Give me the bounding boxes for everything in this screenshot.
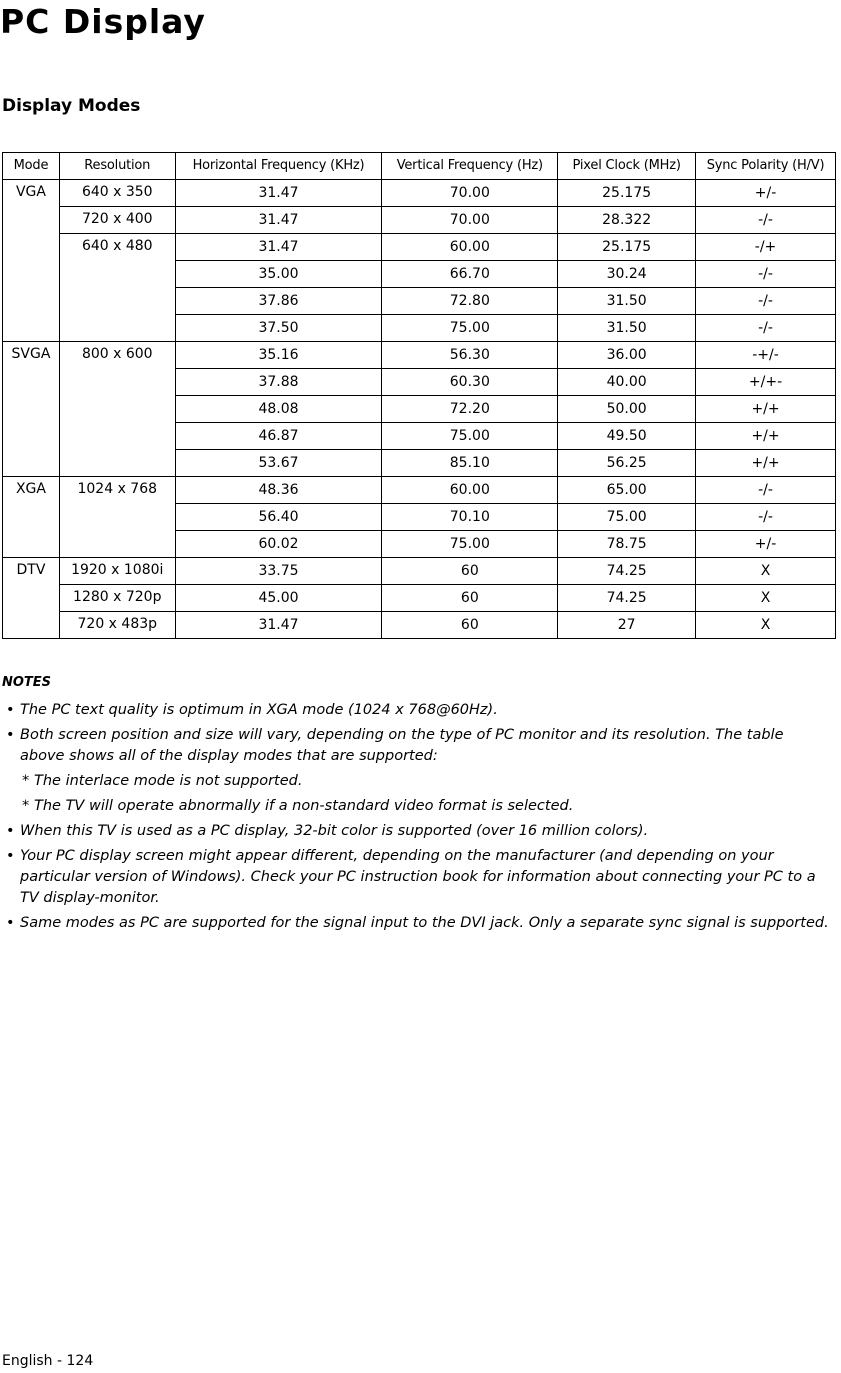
bullet-icon: •: [6, 915, 15, 931]
note-item: [0, 821, 830, 842]
note-text: When this TV is used as a PC display, 32-bit color is supported (over 16 million colors).: [20, 823, 649, 839]
page-title: PC Display: [0, 2, 206, 41]
table-row: [3, 585, 836, 612]
header-horizontal-frequency: Horizontal Frequency (KHz): [175, 153, 382, 180]
cell-sync-polarity: -/-: [696, 315, 836, 342]
cell-vertical-frequency: 75.00: [382, 315, 558, 342]
cell-horizontal-frequency: 45.00: [175, 585, 382, 612]
cell-sync-polarity: +/+: [696, 423, 836, 450]
bullet-icon: •: [6, 848, 15, 864]
cell-vertical-frequency: 60.00: [382, 234, 558, 261]
note-text: The PC text quality is optimum in XGA mode (1024 x 768@60Hz).: [20, 702, 498, 718]
cell-vertical-frequency: 72.80: [382, 288, 558, 315]
cell-mode: VGA: [3, 180, 60, 342]
cell-sync-polarity: -/-: [696, 504, 836, 531]
cell-sync-polarity: -/-: [696, 288, 836, 315]
cell-mode: XGA: [3, 477, 60, 558]
display-modes-table: [2, 152, 836, 639]
note-item: [0, 796, 830, 817]
note-text: Your PC display screen might appear different, depending on the manufacturer (and depending on your particular version of Windows). Check your PC instruction book for information about connecting your PC to a TV display-monitor.: [20, 848, 816, 906]
cell-sync-polarity: +/+: [696, 450, 836, 477]
note-item: [0, 846, 830, 909]
cell-vertical-frequency: 85.10: [382, 450, 558, 477]
header-mode: Mode: [3, 153, 60, 180]
cell-horizontal-frequency: 31.47: [175, 234, 382, 261]
cell-sync-polarity: -/-: [696, 261, 836, 288]
cell-horizontal-frequency: 48.36: [175, 477, 382, 504]
note-item: [0, 913, 830, 934]
cell-resolution: 640 x 350: [59, 180, 175, 207]
cell-sync-polarity: -+/-: [696, 342, 836, 369]
cell-vertical-frequency: 70.10: [382, 504, 558, 531]
cell-sync-polarity: X: [696, 558, 836, 585]
cell-pixel-clock: 56.25: [558, 450, 696, 477]
cell-horizontal-frequency: 53.67: [175, 450, 382, 477]
table-row: [3, 180, 836, 207]
cell-horizontal-frequency: 31.47: [175, 180, 382, 207]
note-item: [0, 725, 830, 767]
cell-vertical-frequency: 60: [382, 585, 558, 612]
cell-resolution: 1280 x 720p: [59, 585, 175, 612]
note-item: [0, 700, 830, 721]
cell-pixel-clock: 27: [558, 612, 696, 639]
cell-pixel-clock: 40.00: [558, 369, 696, 396]
cell-sync-polarity: -/-: [696, 477, 836, 504]
cell-horizontal-frequency: 35.00: [175, 261, 382, 288]
table-row: [3, 234, 836, 261]
cell-horizontal-frequency: 37.88: [175, 369, 382, 396]
note-text: The interlace mode is not supported.: [34, 773, 303, 789]
cell-vertical-frequency: 72.20: [382, 396, 558, 423]
cell-vertical-frequency: 66.70: [382, 261, 558, 288]
bullet-icon: •: [6, 727, 15, 743]
cell-vertical-frequency: 75.00: [382, 531, 558, 558]
cell-pixel-clock: 49.50: [558, 423, 696, 450]
cell-sync-polarity: +/-: [696, 180, 836, 207]
bullet-icon: *: [22, 773, 30, 789]
cell-resolution: 720 x 400: [59, 207, 175, 234]
page-footer: English - 124: [2, 1353, 94, 1369]
cell-pixel-clock: 28.322: [558, 207, 696, 234]
cell-pixel-clock: 36.00: [558, 342, 696, 369]
bullet-icon: *: [22, 798, 30, 814]
cell-vertical-frequency: 56.30: [382, 342, 558, 369]
note-item: [0, 771, 830, 792]
cell-resolution: 640 x 480: [59, 234, 175, 342]
cell-horizontal-frequency: 56.40: [175, 504, 382, 531]
cell-sync-polarity: +/-: [696, 531, 836, 558]
cell-sync-polarity: -/+: [696, 234, 836, 261]
cell-pixel-clock: 31.50: [558, 315, 696, 342]
cell-pixel-clock: 25.175: [558, 180, 696, 207]
cell-vertical-frequency: 70.00: [382, 207, 558, 234]
cell-sync-polarity: -/-: [696, 207, 836, 234]
cell-vertical-frequency: 60.00: [382, 477, 558, 504]
cell-mode: DTV: [3, 558, 60, 639]
cell-sync-polarity: +/+-: [696, 369, 836, 396]
header-sync-polarity: Sync Polarity (H/V): [696, 153, 836, 180]
cell-pixel-clock: 74.25: [558, 558, 696, 585]
notes-title: NOTES: [2, 675, 52, 690]
cell-horizontal-frequency: 35.16: [175, 342, 382, 369]
table-row: [3, 558, 836, 585]
note-text: The TV will operate abnormally if a non-standard video format is selected.: [34, 798, 574, 814]
cell-vertical-frequency: 70.00: [382, 180, 558, 207]
note-text: Same modes as PC are supported for the signal input to the DVI jack. Only a separate sync signal is supported.: [20, 915, 829, 931]
cell-horizontal-frequency: 46.87: [175, 423, 382, 450]
cell-horizontal-frequency: 60.02: [175, 531, 382, 558]
table-row: [3, 342, 836, 369]
header-pixel-clock: Pixel Clock (MHz): [558, 153, 696, 180]
table-row: [3, 477, 836, 504]
cell-horizontal-frequency: 37.86: [175, 288, 382, 315]
cell-pixel-clock: 31.50: [558, 288, 696, 315]
bullet-icon: •: [6, 823, 15, 839]
section-title: Display Modes: [2, 96, 141, 116]
cell-resolution: 1024 x 768: [59, 477, 175, 558]
table-header-row: [3, 153, 836, 180]
cell-pixel-clock: 78.75: [558, 531, 696, 558]
cell-horizontal-frequency: 33.75: [175, 558, 382, 585]
cell-resolution: 800 x 600: [59, 342, 175, 477]
cell-vertical-frequency: 75.00: [382, 423, 558, 450]
bullet-icon: •: [6, 702, 15, 718]
table-row: [3, 612, 836, 639]
cell-pixel-clock: 74.25: [558, 585, 696, 612]
cell-pixel-clock: 25.175: [558, 234, 696, 261]
table-body: [3, 180, 836, 639]
cell-horizontal-frequency: 31.47: [175, 207, 382, 234]
header-vertical-frequency: Vertical Frequency (Hz): [382, 153, 558, 180]
cell-sync-polarity: X: [696, 585, 836, 612]
cell-resolution: 1920 x 1080i: [59, 558, 175, 585]
cell-resolution: 720 x 483p: [59, 612, 175, 639]
note-text: Both screen position and size will vary, depending on the type of PC monitor and its resolution. The table above shows all of the display modes that are supported:: [20, 727, 784, 764]
cell-sync-polarity: X: [696, 612, 836, 639]
cell-mode: SVGA: [3, 342, 60, 477]
cell-horizontal-frequency: 48.08: [175, 396, 382, 423]
cell-pixel-clock: 75.00: [558, 504, 696, 531]
cell-pixel-clock: 50.00: [558, 396, 696, 423]
cell-horizontal-frequency: 31.47: [175, 612, 382, 639]
cell-horizontal-frequency: 37.50: [175, 315, 382, 342]
cell-sync-polarity: +/+: [696, 396, 836, 423]
cell-pixel-clock: 65.00: [558, 477, 696, 504]
cell-vertical-frequency: 60: [382, 558, 558, 585]
table-row: [3, 207, 836, 234]
cell-vertical-frequency: 60: [382, 612, 558, 639]
cell-vertical-frequency: 60.30: [382, 369, 558, 396]
header-resolution: Resolution: [59, 153, 175, 180]
cell-pixel-clock: 30.24: [558, 261, 696, 288]
notes-list: [0, 700, 830, 938]
